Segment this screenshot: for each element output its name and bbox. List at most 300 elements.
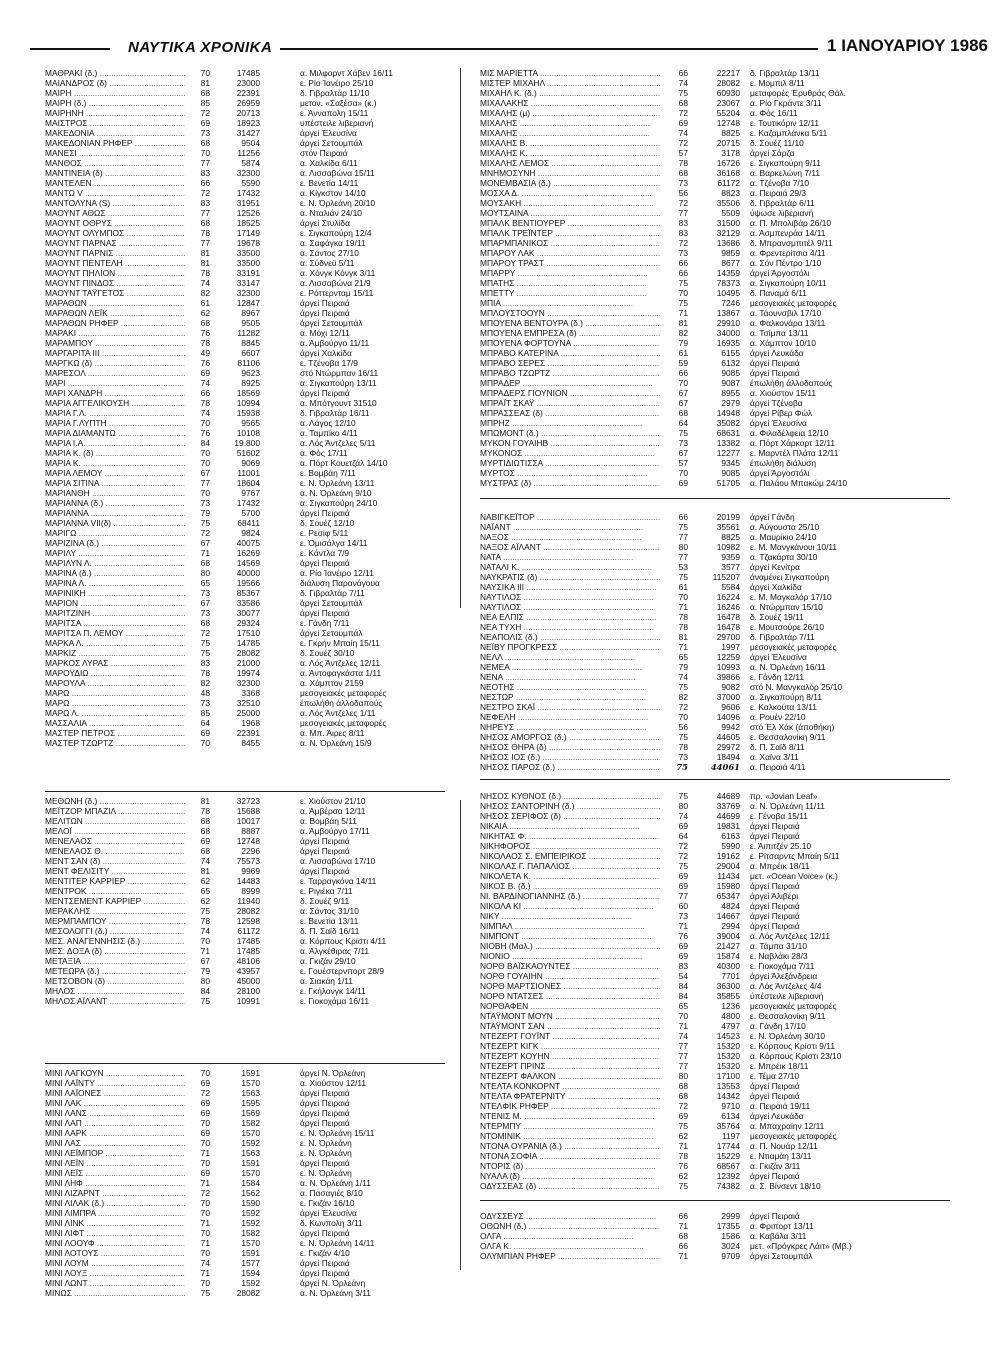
- vessel-status: ε. Ν. Όρλεάνη 13/11: [300, 478, 375, 488]
- build-year: 78: [678, 742, 688, 752]
- vessel-status: ε. Μ. Μανγκάνουι 10/11: [750, 542, 838, 552]
- vessel-status: άργεί Άργοστόλι: [750, 268, 810, 278]
- vessel-status: α. Γκιζάν 29/10: [300, 956, 356, 966]
- gross-tonnage: 10982: [716, 542, 740, 552]
- build-year: 72: [200, 1088, 210, 1098]
- gross-tonnage: 35764: [716, 1121, 740, 1131]
- vessel-row: [45, 678, 450, 688]
- gross-tonnage: 13686: [716, 238, 740, 248]
- vessel-name: ΝΑΞΟΣ ΑΪΛΑΝΤ .....: [480, 542, 660, 552]
- build-year: 75: [676, 762, 688, 772]
- vessel-row: [480, 752, 970, 762]
- vessel-status: άργεί Πειραιά: [750, 1171, 800, 1181]
- vessel-row: [45, 438, 450, 448]
- vessel-name: ΝΕΑ ΕΛΠΙΣ .....: [480, 612, 660, 622]
- vessel-name: ΜΙΝΙ ΛΑΡΚ .....: [45, 1128, 185, 1138]
- vessel-status: ε. Θεσσαλονίκη 9/11: [750, 732, 826, 742]
- build-year: 77: [200, 238, 210, 248]
- vessel-row: [45, 1078, 450, 1088]
- build-year: 71: [678, 1221, 688, 1231]
- vessel-name: ΜΠΑΡΡΥ .....: [480, 268, 660, 278]
- vessel-status: α. Φαλκονάρα 13/11: [750, 318, 826, 328]
- vessel-status: άργεί Έλευσίνα: [750, 652, 807, 662]
- vessel-name: ΝΤΑΫΜΟΝΤ ΣΑΝ .....: [480, 1021, 660, 1031]
- vessel-name: ΜΙΧΑΛΗΣ (μ) .....: [480, 108, 660, 118]
- vessel-name: ΜΠΡΑΣΣΕΑΣ (δ) .....: [480, 408, 660, 418]
- gross-tonnage: 68411: [237, 518, 260, 528]
- gross-tonnage: 19162: [716, 851, 740, 861]
- vessel-status: άργεί Στυλίδα: [300, 218, 350, 228]
- gross-tonnage: 30077: [236, 608, 260, 618]
- vessel-name: ΟΘΩΝΗ (δ.) .....: [480, 1221, 660, 1231]
- gross-tonnage: 10994: [236, 398, 260, 408]
- vessel-row: [480, 288, 970, 298]
- gross-tonnage: 40300: [716, 961, 740, 971]
- gross-tonnage: 12259: [716, 652, 740, 662]
- vessel-status: α. Λός Άντζελες 4/4: [750, 981, 822, 991]
- vessel-name: ΝΑΥΤΙΛΟΣ .....: [480, 602, 660, 612]
- vessel-name: ΜΙΝΙ ΛΕΪΜΠΟΡ .....: [45, 1148, 185, 1158]
- vessel-name: ΜΠΑΡΟΥ ΤΡΑΣΤ .....: [480, 258, 660, 268]
- gross-tonnage: 1594: [241, 1268, 260, 1278]
- vessel-status: α. Ν. Όρλεάνη 11/11: [750, 801, 825, 811]
- gross-tonnage: 85367: [236, 588, 260, 598]
- vessel-name: ΜΙΧΑΛΗΣ ΛΕΜΟΣ .....: [480, 158, 660, 168]
- vessel-status: ε. Γκρήν Μπαίη 15/11: [300, 638, 380, 648]
- gross-tonnage: 55204: [716, 108, 740, 118]
- vessel-status: α. Φρεντερίτσια 4/11: [750, 248, 826, 258]
- vessel-name: ΜΙΝΙ ΛΑΠ .....: [45, 1118, 185, 1128]
- vessel-status: μεσογειακές μεταφορές: [300, 688, 387, 698]
- build-year: 75: [678, 732, 688, 742]
- gross-tonnage: 32129: [716, 228, 740, 238]
- gross-tonnage: 29910: [716, 318, 740, 328]
- vessel-row: [45, 1208, 450, 1218]
- gross-tonnage: 32300: [236, 288, 260, 298]
- vessel-row: [480, 911, 970, 921]
- right-section-4: [480, 1211, 970, 1261]
- vessel-row: [45, 458, 450, 468]
- build-year: 70: [200, 148, 210, 158]
- vessel-status: άργεί Λευκάδα: [750, 1111, 804, 1121]
- build-year: 78: [200, 338, 210, 348]
- vessel-status: δ. Σουέζ 11/10: [750, 138, 804, 148]
- build-year: 81: [200, 248, 210, 258]
- vessel-name: ΜΕΣ. ΔΟΞΑ (δ) .....: [45, 946, 185, 956]
- vessel-status: ε. Ρόττερνταμ 15/11: [300, 288, 374, 298]
- vessel-row: [480, 762, 970, 772]
- vessel-status: άργεί Χαλκίδα: [300, 348, 352, 358]
- gross-tonnage: 14096: [716, 712, 740, 722]
- vessel-status: α. Πειραιά 29/3: [750, 188, 807, 198]
- vessel-row: [480, 732, 970, 742]
- vessel-name: ΜΑΡΓΚΩ (δ) .....: [45, 358, 185, 368]
- vessel-row: [480, 128, 970, 138]
- build-year: 79: [678, 338, 688, 348]
- vessel-name: ΜΙΝΙ ΛΟΥΜ .....: [45, 1258, 185, 1268]
- gross-tonnage: 10108: [236, 428, 260, 438]
- vessel-name: ΜΕΛΙΤΩΝ .....: [45, 816, 185, 826]
- vessel-name: ΜΠΡΑΔΕΡ .....: [480, 378, 660, 388]
- vessel-row: [480, 801, 970, 811]
- vessel-status: υπέστειλε λιβεριανή: [300, 118, 374, 128]
- vessel-name: ΜΠΟΥΕΝΑ ΕΜΠΡΕΣΑ (δ) .....: [480, 328, 660, 338]
- build-year: 73: [200, 588, 210, 598]
- vessel-row: [480, 971, 970, 981]
- vessel-row: [480, 328, 970, 338]
- vessel-status: α. Μπότγουντ 31510: [300, 398, 377, 408]
- left-divider-2: [45, 1063, 445, 1064]
- vessel-name: ΜΙΧΑΛΑΚΗΣ .....: [480, 98, 660, 108]
- gross-tonnage: 16935: [716, 338, 740, 348]
- vessel-row: [480, 388, 970, 398]
- vessel-row: [480, 831, 970, 841]
- vessel-name: ΜΑΡΙΑΝΝΑ (δ.) .....: [45, 498, 185, 508]
- gross-tonnage: 8677: [721, 258, 740, 268]
- vessel-row: [480, 178, 970, 188]
- vessel-name: ΜΑΡΙΑ Κ. .....: [45, 458, 185, 468]
- gross-tonnage: 12526: [236, 208, 260, 218]
- gross-tonnage: 11282: [237, 328, 260, 338]
- vessel-status: α. Σιγκαπούρη 13/11: [300, 378, 377, 388]
- vessel-name: ΜΑΡΙΑ Ι.Α. .....: [45, 438, 185, 448]
- vessel-name: ΜΑΡΙΛΥΝ Λ. .....: [45, 558, 185, 568]
- build-year: 70: [200, 1208, 210, 1218]
- vessel-status: α. Ντώρμπαν 15/10: [750, 602, 823, 612]
- vessel-row: [480, 228, 970, 238]
- vessel-name: ΝΤΟΡΙΣ (δ) .....: [480, 1161, 660, 1171]
- gross-tonnage: 14342: [716, 1091, 740, 1101]
- vessel-status: ε. Γάνδη 7/11: [300, 618, 350, 628]
- gross-tonnage: 1570: [241, 1168, 260, 1178]
- gross-tonnage: 2979: [721, 398, 740, 408]
- vessel-status: ε. Ταρραγκόνα 14/11: [300, 876, 377, 886]
- vessel-name: ΝΗΣΟΣ ΚΥΘΝΟΣ (δ.) .....: [480, 791, 660, 801]
- vessel-row: [45, 966, 450, 976]
- vessel-row: [45, 1138, 450, 1148]
- build-year: 68: [678, 1231, 688, 1241]
- vessel-name: ΜΑΘΡΑΚΙ (δ.) .....: [45, 68, 185, 78]
- build-year: 61: [678, 582, 688, 592]
- vessel-status: άργεί Χαλκίδα: [750, 582, 802, 592]
- vessel-name: ΜΥΡΤΟΣ .....: [480, 468, 660, 478]
- vessel-name: ΜΙΝΙ ΛΑΝΣ .....: [45, 1108, 185, 1118]
- vessel-status: ε. Ν. Όρλεάνη: [300, 1168, 352, 1178]
- build-year: 69: [200, 728, 210, 738]
- vessel-row: [480, 458, 970, 468]
- vessel-name: ΝΥΑΛΑ (δ) .....: [480, 1171, 660, 1181]
- vessel-row: [45, 738, 450, 748]
- gross-tonnage: 75573: [236, 856, 260, 866]
- vessel-status: α. Ν. Όρλεάνη 3/11: [300, 1288, 371, 1298]
- vessel-row: [45, 658, 450, 668]
- build-year: 70: [678, 468, 688, 478]
- gross-tonnage: 3577: [721, 562, 740, 572]
- vessel-status: ε. Μ. Μαγκαλόρ 17/10: [750, 592, 832, 602]
- vessel-row: [45, 78, 450, 88]
- vessel-status: δ. Γιβραλτάρ 7/11: [750, 632, 815, 642]
- gross-tonnage: 37000: [716, 692, 740, 702]
- vessel-status: άργεί Σετουμπάλ: [300, 138, 363, 148]
- gross-tonnage: 16478: [716, 622, 740, 632]
- vessel-row: [45, 338, 450, 348]
- vessel-status: δ. Γιβραλτάρ 7/11: [300, 588, 365, 598]
- vessel-row: [480, 338, 970, 348]
- gross-tonnage: 15320: [716, 1041, 740, 1051]
- build-year: 67: [200, 956, 210, 966]
- vessel-status: άργεί Πειραιά: [300, 866, 350, 876]
- build-year: 75: [200, 638, 210, 648]
- vessel-status: ε. Άιπιτζέν 25.10: [750, 841, 812, 851]
- vessel-name: ΝΑΥΣΙΚΑ ΙΙΙ .....: [480, 582, 660, 592]
- vessel-name: ΜΠΡΑΔΕΡΣ ΓΙΟΥΝΙΟΝ .....: [480, 388, 660, 398]
- gross-tonnage: 74382: [716, 1181, 740, 1191]
- gross-tonnage: 34000: [716, 328, 740, 338]
- vessel-name: ΜΑΣΣΑΛΙΑ .....: [45, 718, 185, 728]
- vessel-name: ΝΙΚΟΣ Β. (δ.) .....: [480, 881, 660, 891]
- gross-tonnage: 32300: [236, 168, 260, 178]
- vessel-row: [45, 488, 450, 498]
- build-year: 70: [200, 418, 210, 428]
- vessel-row: [480, 138, 970, 148]
- vessel-row: [45, 258, 450, 268]
- build-year: 59: [678, 358, 688, 368]
- vessel-name: ΝΟΡΘΑΦΕΝ .....: [480, 1001, 660, 1011]
- gross-tonnage: 1236: [721, 1001, 740, 1011]
- gross-tonnage: 32723: [236, 796, 260, 806]
- build-year: 67: [200, 598, 210, 608]
- gross-tonnage: 6134: [721, 1111, 740, 1121]
- vessel-status: μεσογειακές μεταφορές: [750, 642, 837, 652]
- gross-tonnage: 1586: [721, 1231, 740, 1241]
- build-year: 71: [200, 1238, 210, 1248]
- issue-date: 1 ΙΑΝΟΥΑΡΙΟΥ 1986: [827, 36, 988, 55]
- gross-tonnage: 8823: [721, 188, 740, 198]
- vessel-status: δ. Μπρανσμπιτέλ 9/11: [750, 238, 833, 248]
- vessel-status: δ. Γιβραλτάρ 13/11: [750, 68, 820, 78]
- vessel-status: άργεί Πειραιά: [750, 831, 800, 841]
- build-year: 80: [678, 1071, 688, 1081]
- vessel-status: άργεί Πειραιά: [300, 608, 350, 618]
- gross-tonnage: 115207: [712, 572, 740, 582]
- build-year: 71: [200, 1148, 210, 1158]
- build-year: 68: [678, 408, 688, 418]
- gross-tonnage: 6607: [241, 348, 260, 358]
- vessel-row: [45, 278, 450, 288]
- vessel-row: [480, 198, 970, 208]
- build-year: 69: [678, 821, 688, 831]
- gross-tonnage: 16246: [716, 602, 740, 612]
- gross-tonnage: 14785: [236, 638, 260, 648]
- build-year: 83: [678, 961, 688, 971]
- vessel-name: ΜΠΡΑΒΟ ΚΑΤΕΡΙΝΑ .....: [480, 348, 660, 358]
- vessel-status: ε. Ν. Όρλεάνη: [300, 1148, 352, 1158]
- gross-tonnage: 33191: [236, 268, 260, 278]
- vessel-status: άργεί Έλευσίνα: [300, 128, 357, 138]
- right-divider-1: [480, 498, 950, 499]
- gross-tonnage: 45000: [236, 976, 260, 986]
- vessel-row: [45, 558, 450, 568]
- gross-tonnage: 20713: [236, 108, 260, 118]
- vessel-status: α. Μπ. Άιρες 8/11: [300, 728, 365, 738]
- build-year: 70: [200, 458, 210, 468]
- gross-tonnage: 1582: [241, 1118, 260, 1128]
- vessel-name: ΜΑΡΩ .....: [45, 688, 185, 698]
- vessel-name: ΜΑΡΚΑ Λ. .....: [45, 638, 185, 648]
- vessel-status: άργεί Ρίβερ Φώλ: [750, 408, 813, 418]
- gross-tonnage: 8955: [721, 388, 740, 398]
- build-year: 78: [200, 916, 210, 926]
- build-year: 74: [200, 926, 210, 936]
- build-year: 75: [200, 648, 210, 658]
- vessel-status: α. Ρίο Γκράντε 3/11: [750, 98, 822, 108]
- vessel-name: ΜΑΡΟΥΔΙΩ .....: [45, 668, 185, 678]
- build-year: 60: [678, 901, 688, 911]
- vessel-status: ε. Σιγκαπούρη 9/11: [750, 158, 821, 168]
- vessel-row: [480, 941, 970, 951]
- vessel-status: α. Λισσαβώνα 15/11: [300, 168, 375, 178]
- vessel-row: [45, 1068, 450, 1078]
- gross-tonnage: 9345: [721, 458, 740, 468]
- vessel-row: [45, 308, 450, 318]
- vessel-name: ΜΑΡΩ .....: [45, 698, 185, 708]
- gross-tonnage: 10993: [716, 662, 740, 672]
- vessel-row: [480, 378, 970, 388]
- build-year: 74: [200, 378, 210, 388]
- gross-tonnage: 1590: [241, 1198, 260, 1208]
- vessel-row: [45, 498, 450, 508]
- build-year: 68: [200, 846, 210, 856]
- vessel-status: ε. Ριγιέκα 7/11: [300, 886, 353, 896]
- build-year: 57: [678, 148, 688, 158]
- vessel-row: [45, 1178, 450, 1188]
- vessel-row: [480, 592, 970, 602]
- gross-tonnage: 23067: [716, 98, 740, 108]
- gross-tonnage: 1592: [241, 1138, 260, 1148]
- vessel-row: [480, 1051, 970, 1061]
- vessel-name: ΜΑΡΙΤΣΑ Π. ΛΕΜΟΥ .....: [45, 628, 185, 638]
- vessel-name: ΜΙΧΑΛΗΣ Β. .....: [480, 138, 660, 148]
- vessel-row: [480, 1241, 970, 1251]
- build-year: 84: [200, 438, 210, 448]
- gross-tonnage: 1584: [241, 1178, 260, 1188]
- vessel-name: ΝΟΡΘ ΝΤΑΤΣΕΣ .....: [480, 991, 660, 1001]
- vessel-status: α. Τάουνσβιλ 17/10: [750, 308, 822, 318]
- vessel-status: δ. Σουέζ 19/11: [750, 612, 804, 622]
- vessel-status: α. Ταμπίκο 4/11: [300, 428, 358, 438]
- vessel-status: άργεί Κενίτρα: [750, 562, 800, 572]
- build-year: 56: [678, 722, 688, 732]
- gross-tonnage: 33586: [236, 598, 260, 608]
- build-year: 78: [200, 668, 210, 678]
- vessel-row: [480, 1231, 970, 1241]
- build-year: 84: [200, 986, 210, 996]
- vessel-row: [480, 428, 970, 438]
- vessel-status: άργεί Πειραιά: [300, 308, 350, 318]
- vessel-status: ε. Μομπιλ 8/11: [750, 78, 805, 88]
- gross-tonnage: 28082: [236, 648, 260, 658]
- vessel-status: α. Κόρπους Κρίστι 4/11: [300, 936, 387, 946]
- vessel-status: άργεί Πειραιά: [750, 911, 800, 921]
- magazine-title: ΝΑΥΤΙΚΑ ΧΡΟΝΙΚΑ: [122, 39, 278, 56]
- vessel-status: α. Πειραιά 4/11: [750, 762, 806, 772]
- vessel-row: [45, 158, 450, 168]
- vessel-name: ΜΕΝΤ ΣΑΝ (δ) .....: [45, 856, 185, 866]
- gross-tonnage: 15688: [236, 806, 260, 816]
- vessel-row: [45, 1108, 450, 1118]
- build-year: 70: [200, 1198, 210, 1208]
- vessel-row: [480, 68, 970, 78]
- vessel-name: ΜΑΡΙΟΝ .....: [45, 598, 185, 608]
- vessel-row: [45, 638, 450, 648]
- vessel-row: [45, 1188, 450, 1198]
- vessel-name: ΜΕΝΤΣΕΜΕΝΤ ΚΑΡΡΙΕΡ .....: [45, 896, 185, 906]
- vessel-row: [480, 188, 970, 198]
- vessel-name: ΜΕΝΕΛΑΟΣ Θ. .....: [45, 846, 185, 856]
- vessel-name: ΜΑΡΙ ΧΑΝΔΡΗ .....: [45, 388, 185, 398]
- vessel-row: [45, 358, 450, 368]
- build-year: 66: [200, 178, 210, 188]
- vessel-row: [45, 508, 450, 518]
- vessel-name: ΝΙΚΟΛΕΤΑ Κ. .....: [480, 871, 660, 881]
- gross-tonnage: 35082: [716, 418, 740, 428]
- vessel-status: άργεί Πειραιά: [300, 1258, 350, 1268]
- vessel-name: ΝΕΦΕΛΗ .....: [480, 712, 660, 722]
- vessel-row: [480, 512, 970, 522]
- gross-tonnage: 31427: [236, 128, 260, 138]
- vessel-status: άργεί Έλευσίνα: [750, 418, 807, 428]
- vessel-row: [45, 826, 450, 836]
- build-year: 72: [678, 238, 688, 248]
- vessel-name: ΜΙΧΑΛΗΣ Κ. .....: [480, 148, 660, 158]
- build-year: 62: [678, 1171, 688, 1181]
- vessel-row: [45, 1088, 450, 1098]
- build-year: 70: [678, 712, 688, 722]
- vessel-name: ΝΕΛΛ .....: [480, 652, 660, 662]
- build-year: 73: [678, 911, 688, 921]
- vessel-row: [45, 408, 450, 418]
- vessel-name: ΜΑΡΙΤΣΑ .....: [45, 618, 185, 628]
- vessel-name: ΜΑΙΡΗΝΗ .....: [45, 108, 185, 118]
- gross-tonnage: 15320: [716, 1061, 740, 1071]
- vessel-row: [480, 532, 970, 542]
- vessel-row: [45, 996, 450, 1006]
- vessel-name: ΜΑΡΑΘΩΝ ΛΕΪΚ .....: [45, 308, 185, 318]
- vessel-status: ε. Κάντλα 7/9: [300, 548, 350, 558]
- build-year: 70: [678, 592, 688, 602]
- build-year: 72: [678, 702, 688, 712]
- vessel-row: [480, 1211, 970, 1221]
- build-year: 69: [678, 478, 688, 488]
- vessel-row: [480, 1111, 970, 1121]
- vessel-row: [45, 986, 450, 996]
- vessel-name: ΜΑΡΙΑΝΘΗ .....: [45, 488, 185, 498]
- build-year: 62: [200, 876, 210, 886]
- vessel-row: [45, 836, 450, 846]
- vessel-name: ΝΕΝΑ .....: [480, 672, 660, 682]
- build-year: 73: [200, 128, 210, 138]
- vessel-status: άργεί Πειραιά: [300, 508, 350, 518]
- gross-tonnage: 1570: [241, 1238, 260, 1248]
- vessel-name: ΝΙΜΠΑΛ .....: [480, 921, 660, 931]
- vessel-name: ΝΤΟΝΑ ΟΥΡΑΝΙΑ (δ.) .....: [480, 1141, 660, 1151]
- vessel-row: [480, 468, 970, 478]
- vessel-name: ΜΠΑΛΚ ΒΕΝΤΙΟΥΡΕΡ .....: [480, 218, 660, 228]
- vessel-status: άργεί Πειραιά: [750, 901, 800, 911]
- gross-tonnage: 1591: [241, 1248, 260, 1258]
- gross-tonnage: 9623: [241, 368, 260, 378]
- build-year: 70: [678, 288, 688, 298]
